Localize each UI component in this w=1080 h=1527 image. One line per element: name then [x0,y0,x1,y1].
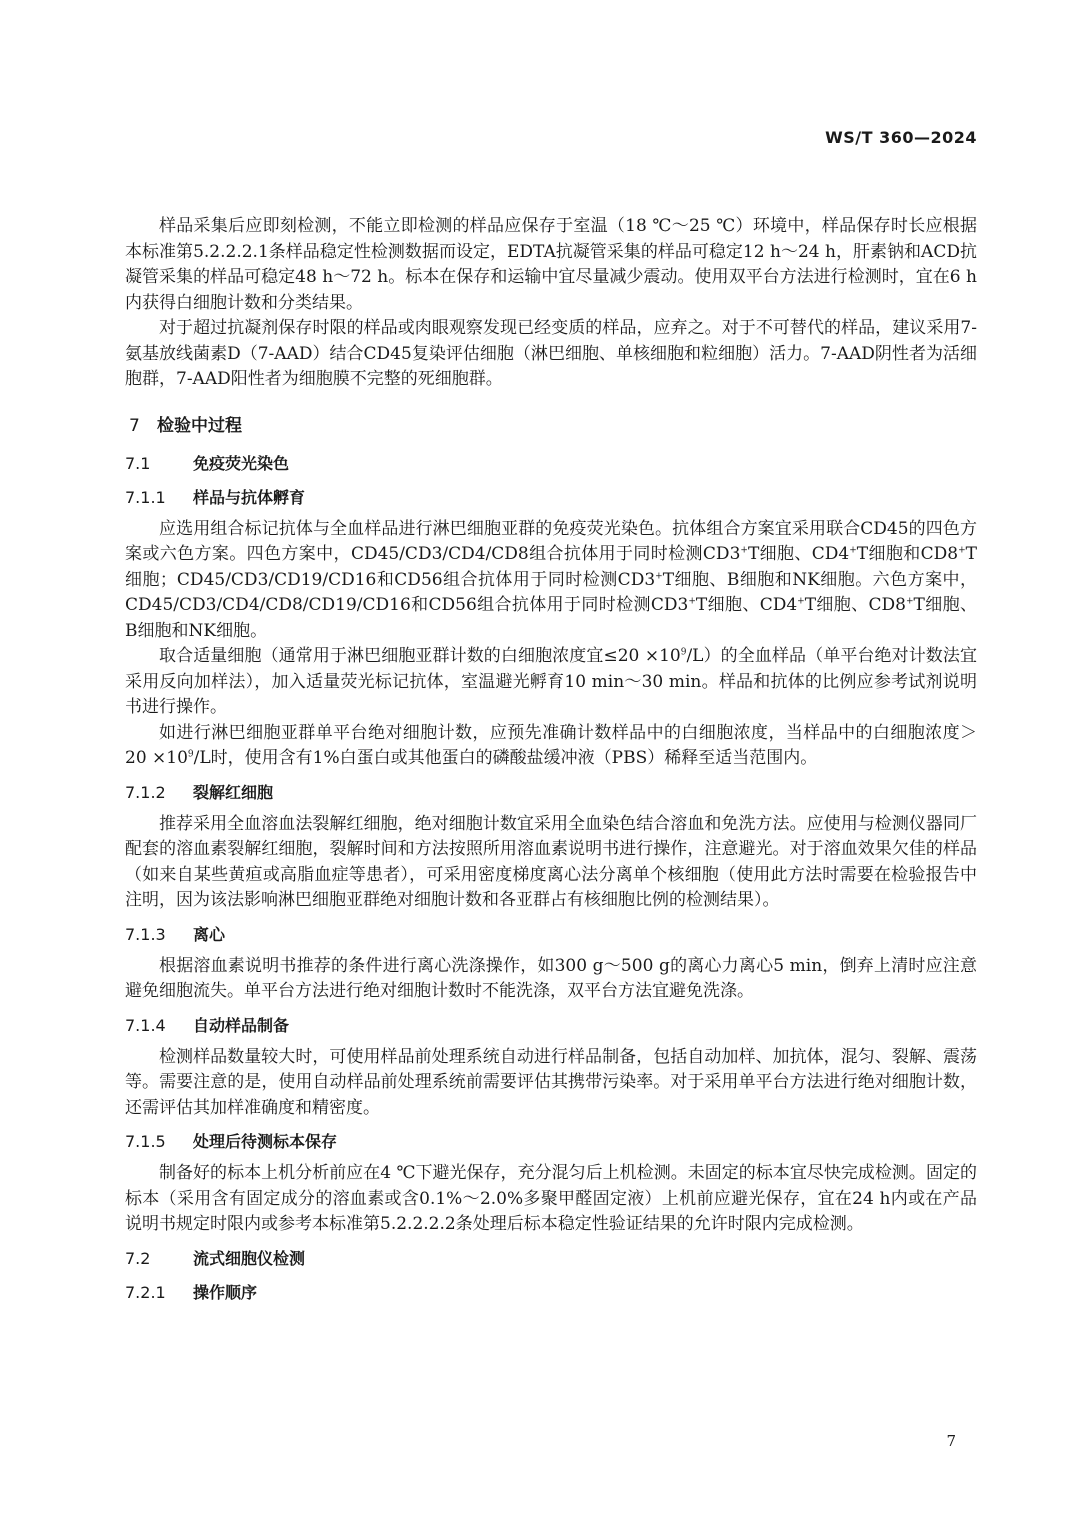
paragraph-expired-samples: 对于超过抗凝剂保存时限的样品或肉眼观察发现已经变质的样品，应弃之。对于不可替代的样品，建议采用7-氨基放线菌素D（7-AAD）结合CD45复染评估细胞（淋巴细胞、单核细胞和粒细胞）活力。7-AAD阴性者为活细胞群，7-AAD阳性者为细胞膜不完整的死细胞群。 [125,318,977,389]
section-title: 自动样品制备 [193,1015,290,1035]
section-number: 7.1 [125,453,151,473]
section-number: 7.1.4 [125,1015,166,1035]
section-title: 裂解红细胞 [193,782,274,802]
section-title: 检验中过程 [157,415,242,436]
paragraph-dilution: 如进行淋巴细胞亚群单平台绝对细胞计数，应预先准确计数样品中的白细胞浓度，当样品中的白细胞浓度$>20 \times 10^9/L$时，使用含有1%白蛋白或其他蛋白的磷酸盐缓冲液（PBS）稀释至适当范围内。 [125,722,977,768]
section-7-1-2-heading [125,780,977,806]
paragraph-specimen-storage: 制备好的标本上机分析前应在4 ℃下避光保存，充分混匀后上机检测。未固定的标本宜尽快完成检测。固定的标本（采用含有固定成分的溶血素或含0.1%～2.0%多聚甲醛固定液）上机前应避光保存，宜在24 h内或在产品说明书规定时限内或参考本标准第5.2.2.2.2条处理后标本稳定性验证结果的允许时限内完成检测。 [125,1163,977,1234]
standard-code: WS/T 360—2024 [825,128,977,147]
section-number: 7.2.1 [125,1282,166,1302]
paragraph-antibody-panels: 应选用组合标记抗体与全血样品进行淋巴细胞亚群的免疫荧光染色。抗体组合方案宜采用联合CD45的四色方案或六色方案。四色方案中，CD45/CD3/CD4/CD8组合抗体用于同时检测CD3+T细胞、CD4+T细胞和CD8+T细胞；CD45/CD3/CD19/CD16和CD56组合抗体用于同时检测CD3+T细胞、B细胞和NK细胞。六色方案中，CD45/CD3/CD4/CD8/CD19/CD16和CD56组合抗体用于同时检测CD3+T细胞、CD4+T细胞、CD8+T细胞、B细胞和NK细胞。 [125,518,977,641]
paragraph-centrifugation: 根据溶血素说明书推荐的条件进行离心洗涤操作，如300 g～500 g的离心力离心5 min，倒弃上清时应注意避免细胞流失。单平台方法进行绝对细胞计数时不能洗涤，双平台方法宜避免洗涤。 [125,955,977,1001]
page-content [125,214,977,1312]
paragraph-automated-prep: 检测样品数量较大时，可使用样品前处理系统自动进行样品制备，包括自动加样、加抗体，混匀、裂解、震荡等。需要注意的是，使用自动样品前处理系统前需要评估其携带污染率。对于采用单平台方法进行绝对细胞计数，还需评估其加样准确度和精密度。 [125,1046,977,1118]
paragraph-incubation: 取合适量细胞（通常用于淋巴细胞亚群计数的白细胞浓度宜$\le 20 \times 10^9/L$）的全血样品（单平台绝对计数法宜采用反向加样法），加入适量荧光标记抗体，室温避光孵育10 min～30 min。样品和抗体的比例应参考试剂说明书进行操作。 [125,646,977,717]
section-7-2-1-heading [125,1280,977,1306]
section-title: 操作顺序 [193,1282,258,1302]
section-title: 离心 [193,924,226,944]
paragraph-sample-storage: 样品采集后应即刻检测，不能立即检测的样品应保存于室温（18 ℃～25 ℃）环境中，样品保存时长应根据本标准第5.2.2.2.1条样品稳定性检测数据而设定，EDTA抗凝管采集的样品可稳定12 h～24 h，肝素钠和ACD抗凝管采集的样品可稳定48 h～72 h。标本在保存和运输中宜尽量减少震动。使用双平台方法进行检测时，宜在6 h内获得白细胞计数和分类结果。 [125,216,977,313]
section-number: 7.1.3 [125,924,166,944]
section-title: 流式细胞仪检测 [193,1248,306,1268]
section-number: 7.1.5 [125,1132,166,1151]
section-7-1-4-heading [125,1013,977,1039]
page-number: 7 [946,1432,956,1450]
section-7-2-heading [125,1246,977,1272]
section-number: 7 [129,415,140,436]
section-number: 7.1.2 [125,782,166,802]
section-7-1-heading [125,451,977,477]
section-7-heading [129,413,977,439]
section-7-1-1-heading [125,485,977,511]
section-number: 7.2 [125,1248,151,1268]
section-title: 样品与抗体孵育 [193,487,306,507]
section-7-1-3-heading [125,922,977,948]
section-title: 处理后待测标本保存 [193,1132,338,1151]
section-number: 7.1.1 [125,487,166,507]
paragraph-rbc-lysis: 推荐采用全血溶血法裂解红细胞，绝对细胞计数宜采用全血染色结合溶血和免洗方法。应使用与检测仪器同厂配套的溶血素裂解红细胞，裂解时间和方法按照所用溶血素说明书进行操作，注意避光。对于溶血效果欠佳的样品（如来自某些黄疸或高脂血症等患者），可采用密度梯度离心法分离单个核细胞（使用此方法时需要在检验报告中注明，因为该法影响淋巴细胞亚群绝对细胞计数和各亚群占有核细胞比例的检测结果）。 [125,813,977,910]
section-title: 免疫荧光染色 [193,453,290,473]
section-7-1-5-heading [125,1129,977,1155]
